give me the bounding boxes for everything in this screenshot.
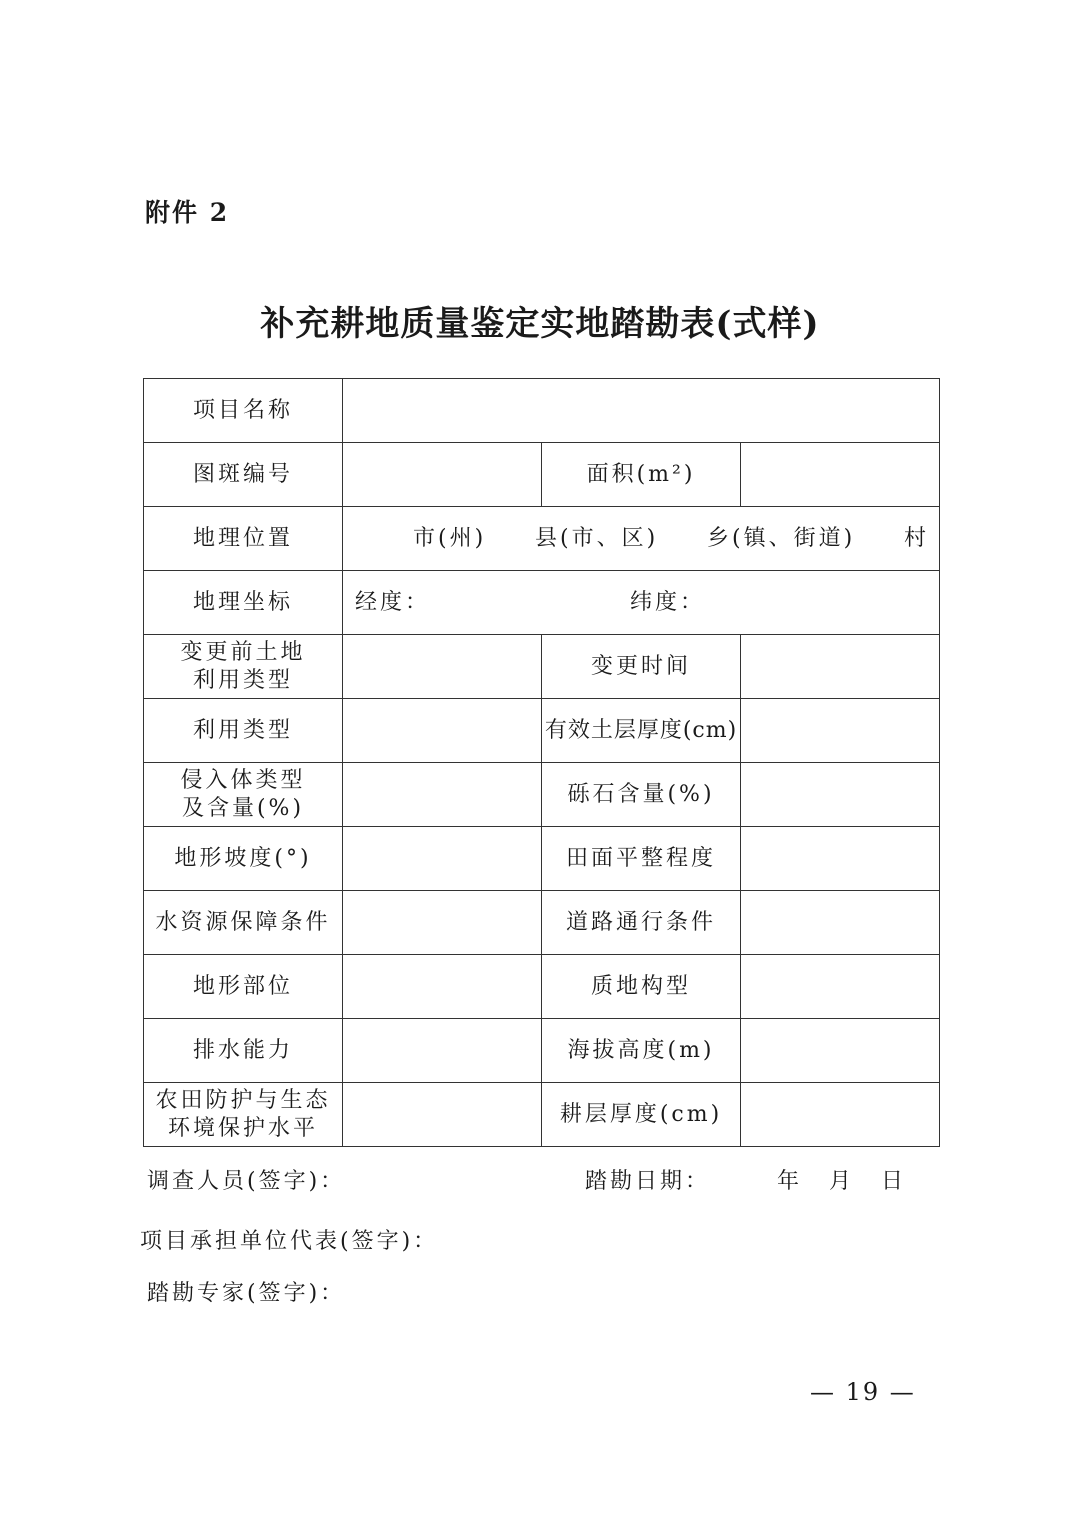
field-slope[interactable] bbox=[343, 827, 542, 891]
row-pre-use bbox=[144, 635, 940, 699]
field-soil-thickness[interactable] bbox=[741, 699, 940, 763]
label-pre-use: 变更前土地 利用类型 bbox=[144, 635, 343, 699]
label-use-type: 利用类型 bbox=[144, 699, 343, 763]
field-patch-no[interactable] bbox=[343, 443, 542, 507]
label-altitude: 海拔高度(m) bbox=[542, 1019, 741, 1083]
row-slope bbox=[144, 827, 940, 891]
field-use-type[interactable] bbox=[343, 699, 542, 763]
loc-town: 乡(镇、街道) bbox=[707, 525, 856, 551]
label-drainage: 排水能力 bbox=[144, 1019, 343, 1083]
label-geo-location: 地理位置 bbox=[144, 507, 343, 571]
label-intrusion: 侵入体类型 及含量(%) bbox=[144, 763, 343, 827]
row-geo-coord bbox=[144, 571, 940, 635]
form-title: 补充耕地质量鉴定实地踏勘表(式样) bbox=[260, 304, 820, 344]
row-use-type bbox=[144, 699, 940, 763]
field-pre-use[interactable] bbox=[343, 635, 542, 699]
field-geo-location[interactable] bbox=[343, 507, 940, 571]
label-flatness: 田面平整程度 bbox=[542, 827, 741, 891]
row-terrain bbox=[144, 955, 940, 1019]
label-texture: 质地构型 bbox=[542, 955, 741, 1019]
label-water: 水资源保障条件 bbox=[144, 891, 343, 955]
label-gravel: 砾石含量(%) bbox=[542, 763, 741, 827]
surveyor-signature-label: 调查人员(签字)： bbox=[147, 1169, 346, 1194]
page-number: — 19 — bbox=[810, 1378, 916, 1406]
loc-county: 县(市、区) bbox=[535, 525, 659, 551]
row-patch bbox=[144, 443, 940, 507]
label-protection: 农田防护与生态 环境保护水平 bbox=[144, 1083, 343, 1147]
field-change-time[interactable] bbox=[741, 635, 940, 699]
field-texture[interactable] bbox=[741, 955, 940, 1019]
survey-date-label: 踏勘日期： bbox=[585, 1169, 711, 1194]
field-altitude[interactable] bbox=[741, 1019, 940, 1083]
unit-rep-signature-label: 项目承担单位代表(签字)： bbox=[140, 1229, 439, 1254]
row-water bbox=[144, 891, 940, 955]
field-gravel[interactable] bbox=[741, 763, 940, 827]
field-water[interactable] bbox=[343, 891, 542, 955]
label-patch-no: 图斑编号 bbox=[144, 443, 343, 507]
label-geo-coord: 地理坐标 bbox=[144, 571, 343, 635]
attachment-label: 附件 2 bbox=[145, 198, 230, 227]
expert-signature-label: 踏勘专家(签字)： bbox=[147, 1281, 346, 1306]
label-area: 面积(m²) bbox=[542, 443, 741, 507]
loc-village: 村 bbox=[904, 525, 930, 551]
row-protection bbox=[144, 1083, 940, 1147]
date-day-label: 日 bbox=[881, 1169, 907, 1194]
field-project-name[interactable] bbox=[343, 379, 940, 443]
date-year-label: 年 bbox=[777, 1169, 803, 1194]
label-project-name: 项目名称 bbox=[144, 379, 343, 443]
label-terrain: 地形部位 bbox=[144, 955, 343, 1019]
field-terrain[interactable] bbox=[343, 955, 542, 1019]
row-drainage bbox=[144, 1019, 940, 1083]
label-soil-thickness: 有效土层厚度(cm) bbox=[542, 699, 741, 763]
field-road[interactable] bbox=[741, 891, 940, 955]
loc-city: 市(州) bbox=[413, 525, 487, 551]
field-area[interactable] bbox=[741, 443, 940, 507]
field-protection[interactable] bbox=[343, 1083, 542, 1147]
field-flatness[interactable] bbox=[741, 827, 940, 891]
label-latitude: 纬度： bbox=[630, 589, 706, 615]
label-plow-layer: 耕层厚度(cm) bbox=[542, 1083, 741, 1147]
survey-form-table bbox=[143, 378, 940, 1147]
field-drainage[interactable] bbox=[343, 1019, 542, 1083]
field-intrusion[interactable] bbox=[343, 763, 542, 827]
row-intrusion bbox=[144, 763, 940, 827]
label-change-time: 变更时间 bbox=[542, 635, 741, 699]
row-geo-location bbox=[144, 507, 940, 571]
field-geo-coord[interactable] bbox=[343, 571, 940, 635]
label-road: 道路通行条件 bbox=[542, 891, 741, 955]
label-longitude: 经度： bbox=[355, 589, 431, 615]
row-project-name bbox=[144, 379, 940, 443]
field-plow-layer[interactable] bbox=[741, 1083, 940, 1147]
date-month-label: 月 bbox=[829, 1169, 855, 1194]
label-slope: 地形坡度(°) bbox=[144, 827, 343, 891]
